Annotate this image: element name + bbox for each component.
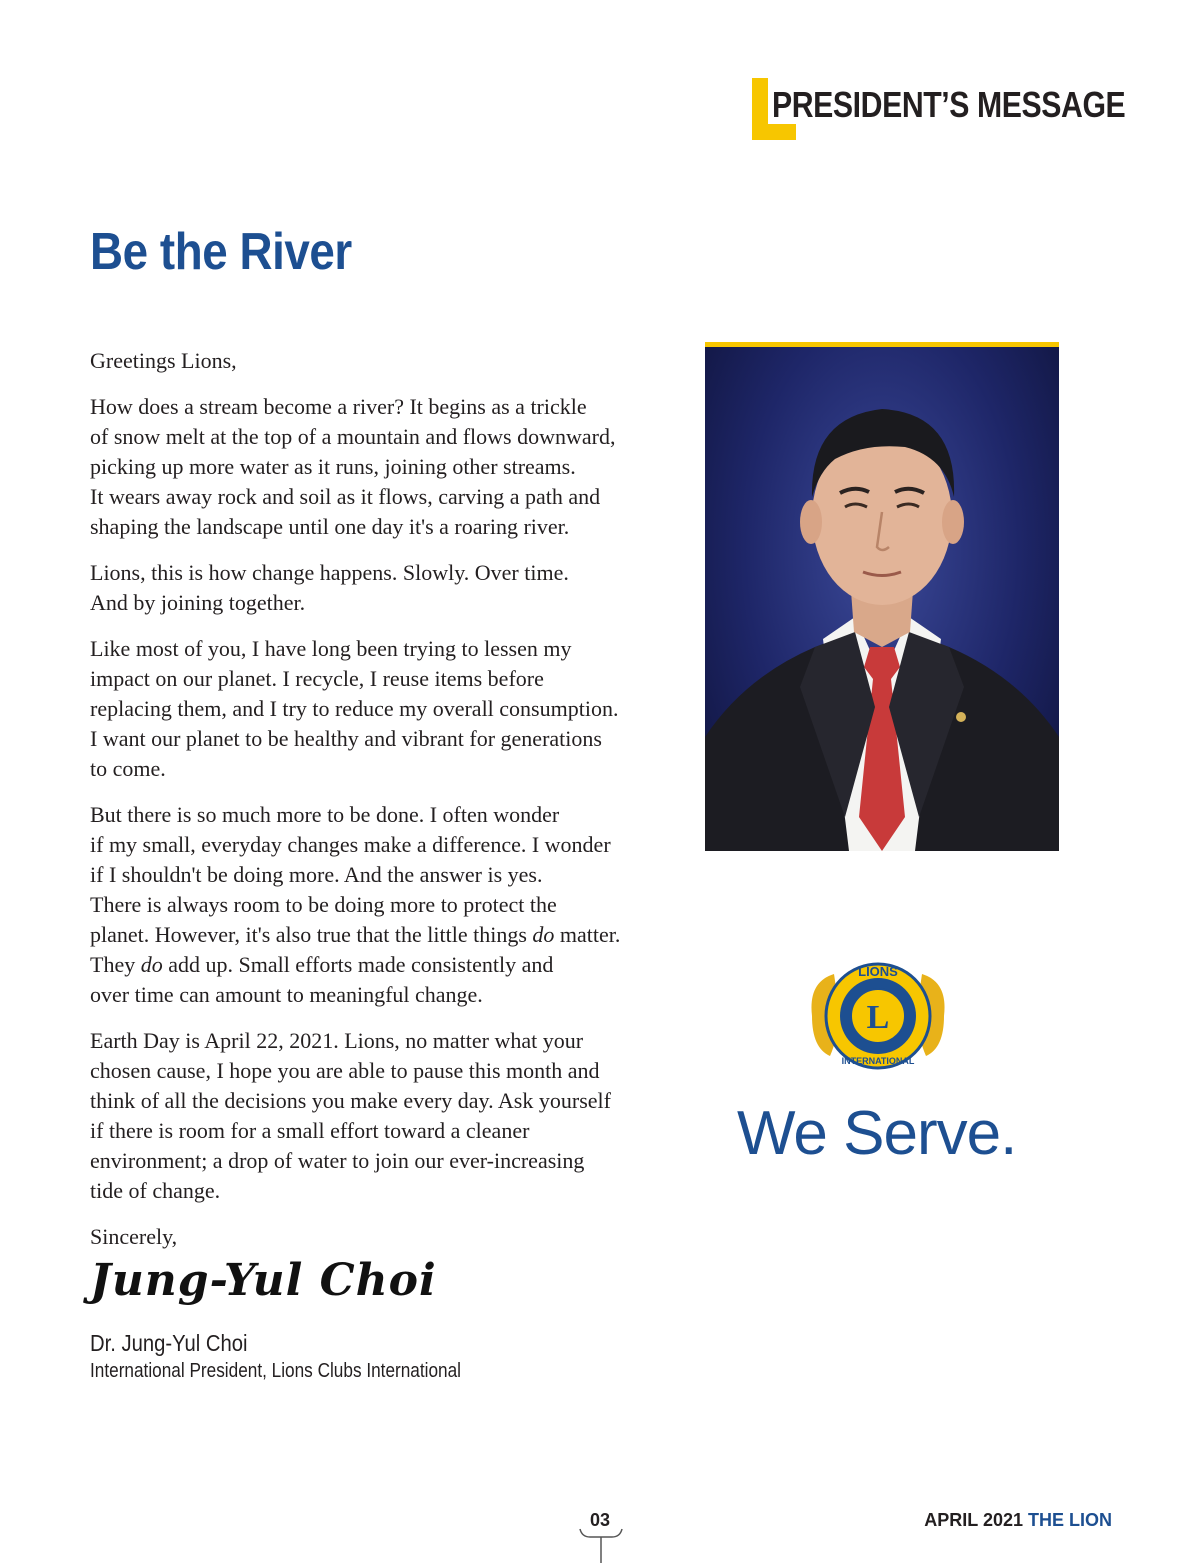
paragraph-line: It wears away rock and soil as it flows, carving a path and <box>90 484 601 509</box>
emphasis: do <box>140 952 163 977</box>
paragraph-line: chosen cause, I hope you are able to pause this month and <box>90 1058 600 1083</box>
paragraph-line: picking up more water as it runs, joining other streams. <box>90 454 576 479</box>
page-number: 03 <box>589 1510 611 1530</box>
paragraph-3 <box>90 634 665 784</box>
paragraph-line: if I shouldn't be doing more. And the answer is yes. <box>90 862 543 887</box>
text-run: matter. <box>554 922 621 947</box>
paragraph-line: to come. <box>90 756 166 781</box>
paragraph-line: over time can amount to meaningful change. <box>90 982 483 1007</box>
article-body <box>90 346 665 1268</box>
section-marker-foot <box>752 124 796 140</box>
paragraph-line: Like most of you, I have long been trying to lessen my <box>90 636 572 661</box>
signer-name: Dr. Jung-Yul Choi <box>90 1330 248 1356</box>
publication-name: THE LION <box>1028 1510 1112 1530</box>
paragraph-line: think of all the decisions you make every day. Ask yourself <box>90 1088 611 1113</box>
paragraph-4 <box>90 800 665 1010</box>
portrait-illustration <box>705 347 1059 851</box>
motto: We Serve. <box>737 1099 1017 1168</box>
section-header <box>752 78 1126 140</box>
paragraph-line: tide of change. <box>90 1178 221 1203</box>
paragraph-line: if my small, everyday changes make a difference. I wonder <box>90 832 611 857</box>
page-marker-icon <box>578 1527 624 1563</box>
paragraph-line: There is always room to be doing more to protect the <box>90 892 557 917</box>
paragraph-line: I want our planet to be healthy and vibrant for generations <box>90 726 602 751</box>
paragraph-line: replacing them, and I try to reduce my overall consumption. <box>90 696 619 721</box>
paragraph-line: Lions, this is how change happens. Slowly. Over time. <box>90 560 569 585</box>
paragraph-line: And by joining together. <box>90 590 306 615</box>
text-run: add up. Small efforts made consistently and <box>162 952 554 977</box>
paragraph-line: environment; a drop of water to join our ever-increasing <box>90 1148 585 1173</box>
paragraph-line <box>90 920 665 950</box>
logo-center-letter: L <box>866 999 890 1036</box>
paragraph-line: shaping the landscape until one day it's a roaring river. <box>90 514 570 539</box>
emphasis: do <box>532 922 555 947</box>
paragraph-5 <box>90 1026 665 1206</box>
logo-bottom-text: INTERNATIONAL <box>841 1056 915 1066</box>
paragraph-line <box>90 950 665 980</box>
paragraph-line: Earth Day is April 22, 2021. Lions, no matter what your <box>90 1028 584 1053</box>
issue-date: APRIL 2021 <box>924 1510 1023 1530</box>
footer <box>924 1510 1112 1531</box>
paragraph-2 <box>90 558 665 618</box>
paragraph-line: of snow melt at the top of a mountain and flows downward, <box>90 424 616 449</box>
paragraph-line: if there is room for a small effort toward a cleaner <box>90 1118 530 1143</box>
paragraph-1 <box>90 392 665 542</box>
greeting: Greetings Lions, <box>90 348 237 373</box>
lions-club-logo-icon <box>808 952 948 1082</box>
section-label: PRESIDENT’S MESSAGE <box>772 84 1126 125</box>
text-run: They <box>90 952 141 977</box>
article-title: Be the River <box>90 223 352 281</box>
paragraph-line: impact on our planet. I recycle, I reuse items before <box>90 666 544 691</box>
paragraph-line: How does a stream become a river? It begins as a trickle <box>90 394 587 419</box>
signer-title: International President, Lions Clubs International <box>90 1360 461 1382</box>
text-run: planet. However, it's also true that the little things <box>90 922 533 947</box>
closing: Sincerely, <box>90 1224 178 1249</box>
logo-top-text: LIONS <box>858 964 898 979</box>
handwritten-signature: Jung-Yul Choi <box>90 1255 437 1306</box>
paragraph-line: But there is so much more to be done. I often wonder <box>90 802 560 827</box>
president-portrait <box>705 342 1059 851</box>
